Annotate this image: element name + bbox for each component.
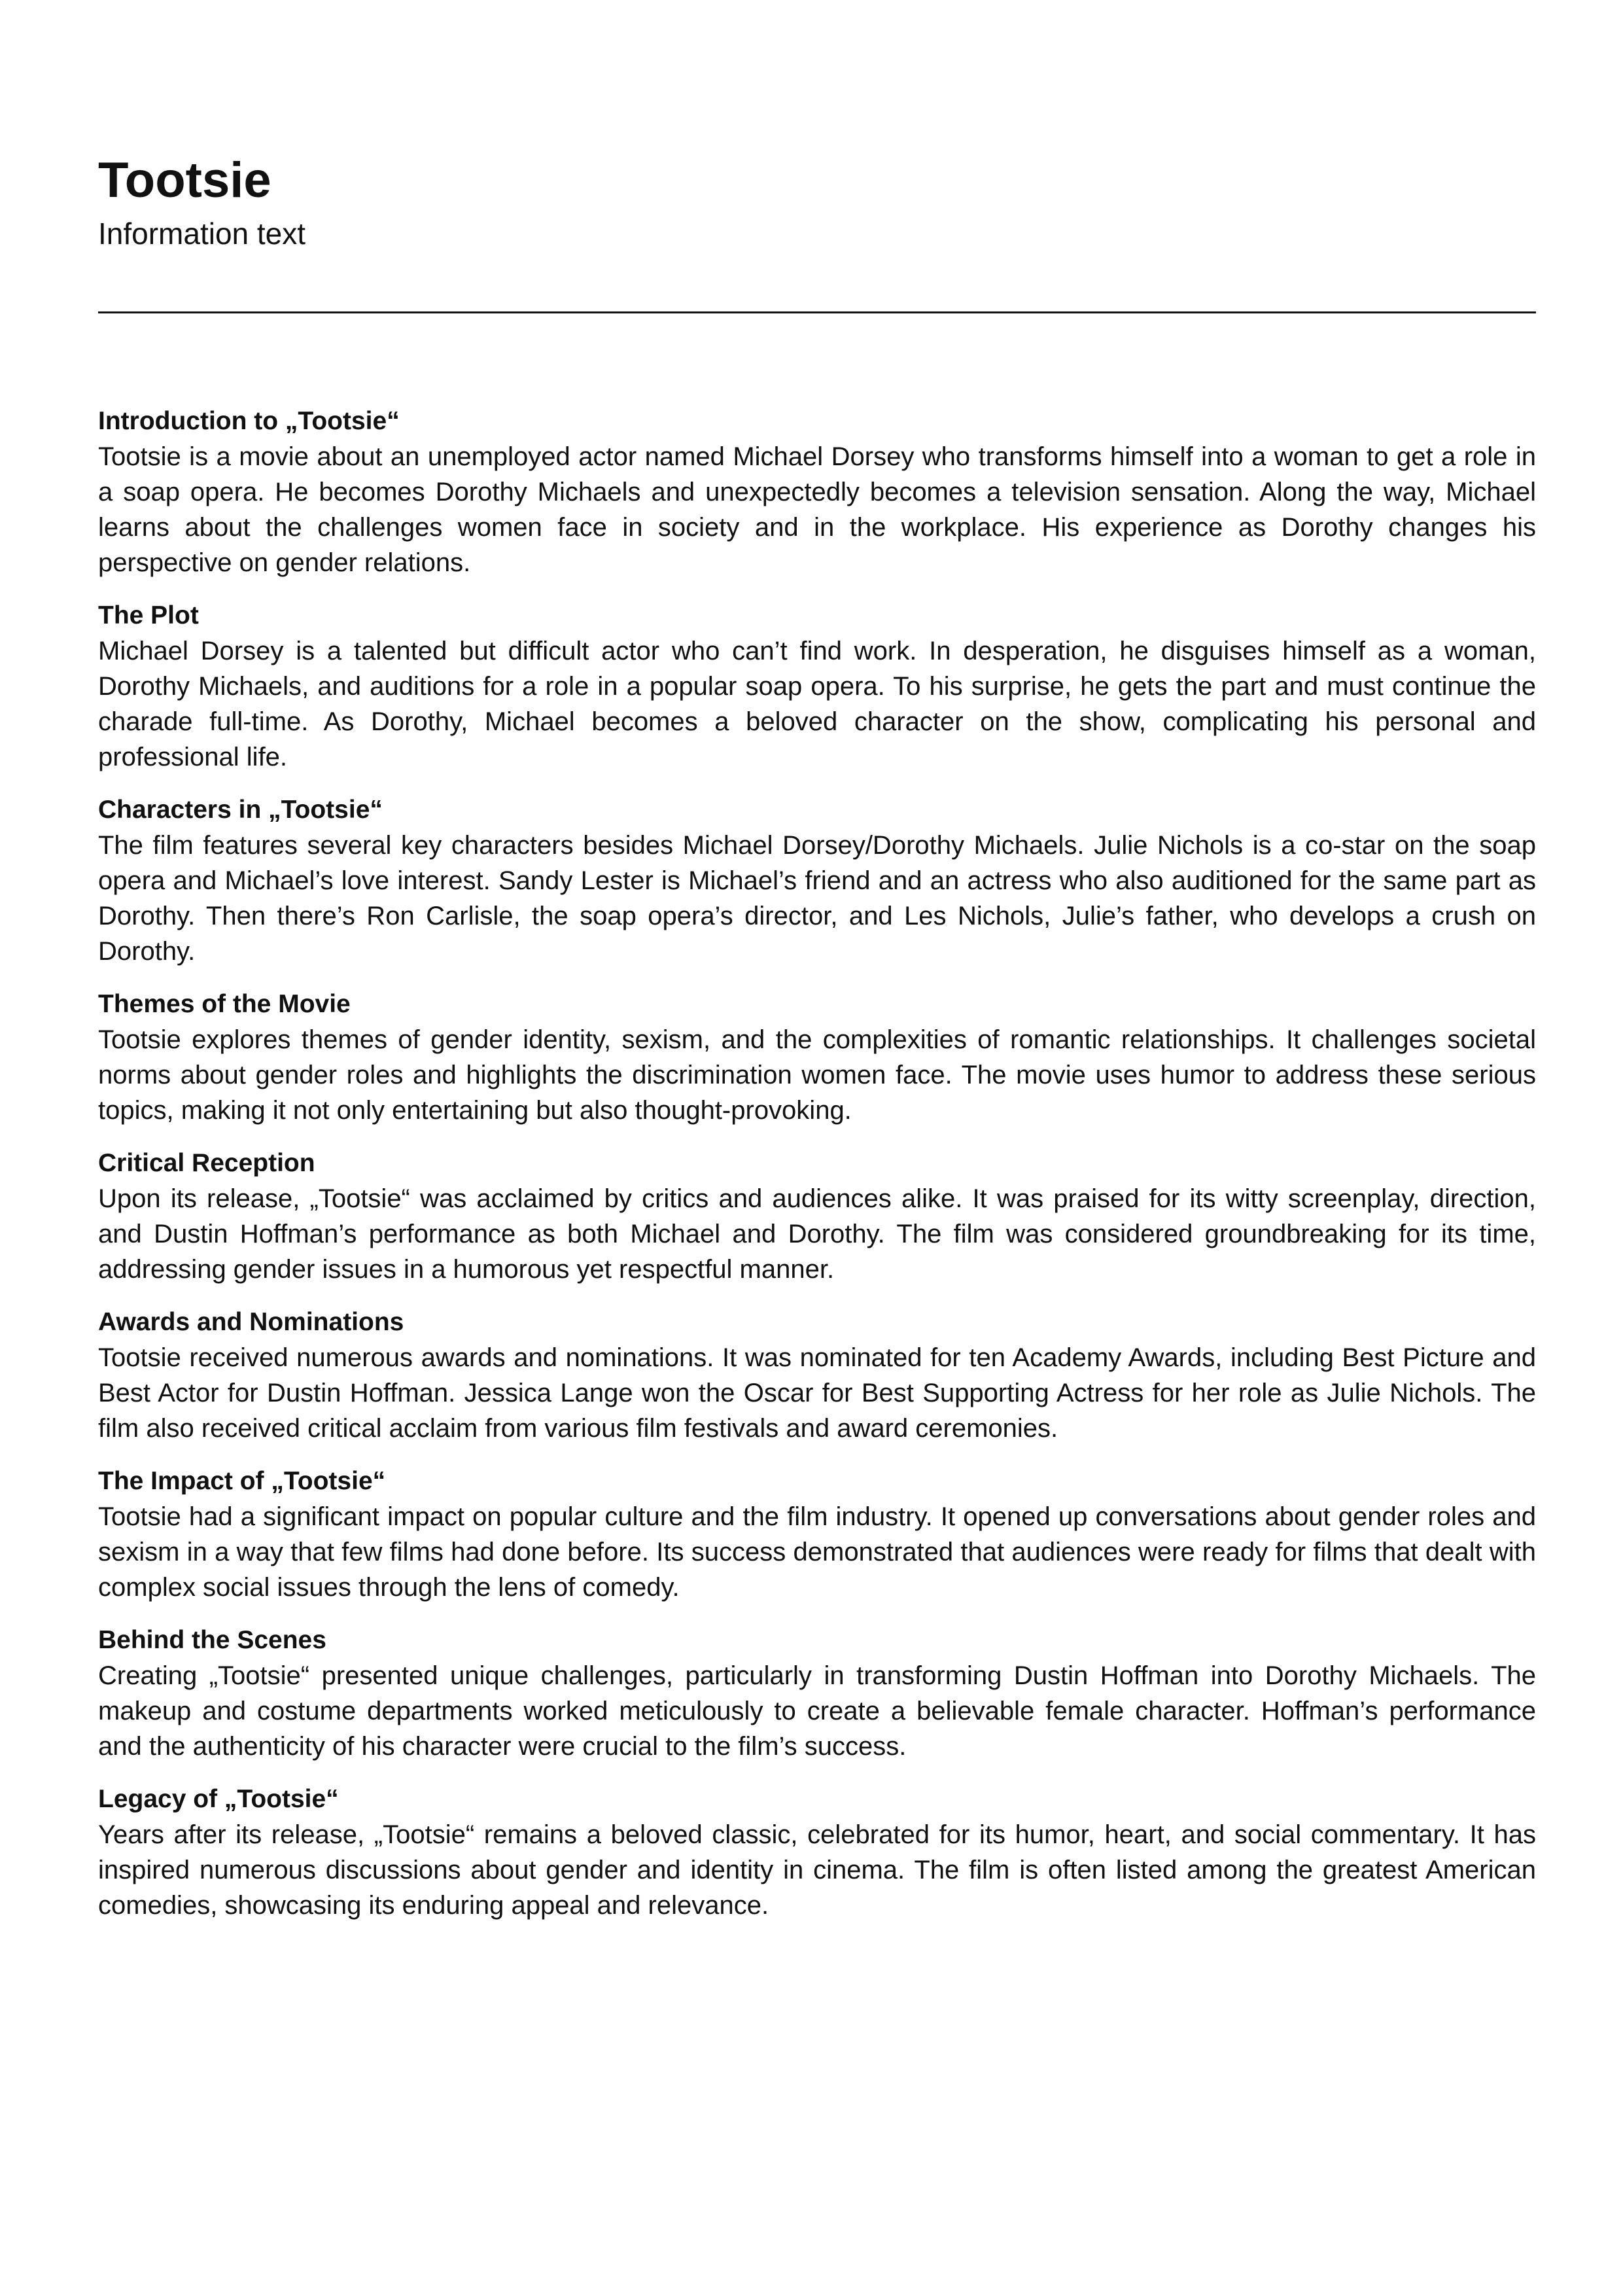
section-body: Tootsie received numerous awards and nominations. It was nominated for ten Academy Awards, including Best Picture and Best Actor for Dustin Hoffman. Jessica Lange won the Oscar for Best Supporting Actress for her role as Julie Nichols. The film also received critical acclaim from various film festivals and award ceremonies. bbox=[98, 1343, 1536, 1443]
header-divider bbox=[98, 311, 1536, 313]
section-heading: The Plot bbox=[98, 601, 199, 629]
document-page bbox=[98, 0, 1536, 2296]
section-body: Tootsie explores themes of gender identity, sexism, and the complexities of romantic relationships. It challenges societal norms about gender roles and highlights the discrimination women face. The movie uses humor to address these serious topics, making it not only entertaining but also thought-provoking. bbox=[98, 1025, 1536, 1125]
document-title: Tootsie bbox=[98, 152, 271, 208]
section-behind-the-scenes bbox=[98, 1623, 1536, 1764]
section-body: Upon its release, „Tootsie“ was acclaimed by critics and audiences alike. It was praised for its witty screenplay, direction, and Dustin Hoffman’s performance as both Michael and Dorothy. The film was considered groundbreaking for its time, addressing gender issues in a humorous yet respectful manner. bbox=[98, 1184, 1536, 1284]
section-body: Creating „Tootsie“ presented unique challenges, particularly in transforming Dustin Hoffman into Dorothy Michaels. The makeup and costume departments worked meticulously to create a believable female character. Hoffman’s performance and the authenticity of his character were crucial to the film’s success. bbox=[98, 1661, 1536, 1761]
section-introduction bbox=[98, 404, 1536, 580]
section-body: Michael Dorsey is a talented but difficult actor who can’t find work. In desperation, he disguises himself as a woman, Dorothy Michaels, and auditions for a role in a popular soap opera. To his surprise, he gets the part and must continue the charade full-time. As Dorothy, Michael becomes a beloved character on the show, complicating his personal and professional life. bbox=[98, 637, 1536, 771]
section-heading: The Impact of „Tootsie“ bbox=[98, 1467, 386, 1495]
document-subtitle: Information text bbox=[98, 217, 306, 251]
section-impact bbox=[98, 1464, 1536, 1605]
section-critical-reception bbox=[98, 1146, 1536, 1287]
section-body: Years after its release, „Tootsie“ remains a beloved classic, celebrated for its humor, heart, and social commentary. It has inspired numerous discussions about gender and identity in cinema. The film is often listed among the greatest American comedies, showcasing its enduring appeal and relevance. bbox=[98, 1820, 1536, 1920]
section-heading: Themes of the Movie bbox=[98, 990, 351, 1018]
section-body: Tootsie had a significant impact on popular culture and the film industry. It opened up conversations about gender roles and sexism in a way that few films had done before. Its success demonstrated that audiences were ready for films that dealt with complex social issues through the lens of comedy. bbox=[98, 1502, 1536, 1602]
section-body: Tootsie is a movie about an unemployed actor named Michael Dorsey who transforms himself into a woman to get a role in a soap opera. He becomes Dorothy Michaels and unexpectedly becomes a television sensation. Along the way, Michael learns about the challenges women face in society and in the workplace. His experience as Dorothy changes his perspective on gender relations. bbox=[98, 442, 1536, 577]
section-heading: Characters in „Tootsie“ bbox=[98, 796, 383, 824]
section-heading: Behind the Scenes bbox=[98, 1626, 326, 1654]
section-plot bbox=[98, 598, 1536, 775]
section-heading: Legacy of „Tootsie“ bbox=[98, 1785, 339, 1813]
section-heading: Awards and Nominations bbox=[98, 1308, 404, 1336]
section-legacy bbox=[98, 1782, 1536, 1923]
section-characters bbox=[98, 792, 1536, 969]
section-heading: Introduction to „Tootsie“ bbox=[98, 407, 400, 435]
section-heading: Critical Reception bbox=[98, 1149, 315, 1177]
section-body: The film features several key characters besides Michael Dorsey/Dorothy Michaels. Julie Nichols is a co-star on the soap opera and Michael’s love interest. Sandy Lester is Michael’s friend and an actress who also auditioned for the same part as Dorothy. Then there’s Ron Carlisle, the soap opera’s director, and Les Nichols, Julie’s father, who develops a crush on Dorothy. bbox=[98, 831, 1536, 966]
document-content bbox=[98, 404, 1536, 1941]
section-themes bbox=[98, 987, 1536, 1128]
section-awards bbox=[98, 1305, 1536, 1446]
